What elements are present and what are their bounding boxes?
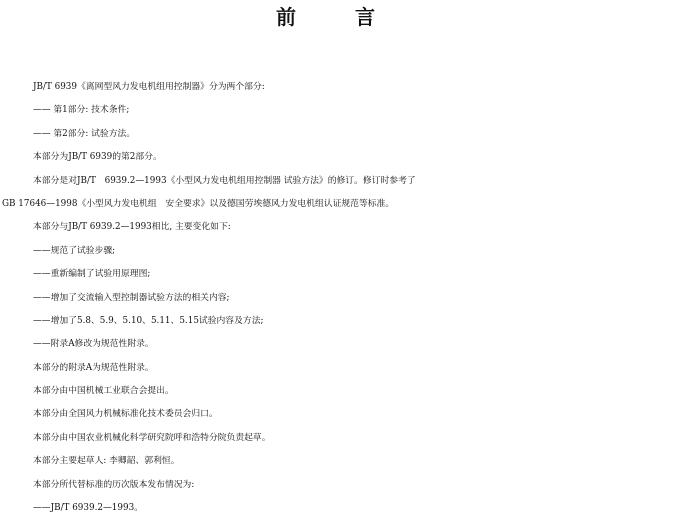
list-item: —— 第2部分: 试验方法。 — [33, 128, 136, 139]
paragraph-line: 本部分是对JB/T 6939.2—1993《小型风力发电机组用控制器 试验方法》的修订。修订时参考了 — [33, 175, 416, 186]
paragraph-line: 本部分所代替标准的历次版本发布情况为: — [33, 479, 195, 490]
list-item: —— 第1部分: 技术条件; — [33, 105, 130, 116]
list-item: ——重新编制了试验用原理图; — [33, 269, 151, 280]
paragraph-line: JB/T 6939《离网型风力发电机组用控制器》分为两个部分: — [33, 82, 265, 92]
paragraph-line: GB 17646—1998《小型风力发电机组 安全要求》以及德国劳埃德风力发电机组认证规范等标准。 — [2, 198, 395, 209]
paragraph-line: 本部分与JB/T 6939.2—1993相比, 主要变化如下: — [33, 222, 231, 233]
document-body — [0, 76, 677, 520]
list-item: ——规范了试验步骤; — [33, 245, 116, 256]
paragraph-line: 本部分主要起草人: 李卿韶、郭利恒。 — [33, 456, 180, 467]
list-item: ——增加了交流输入型控制器试验方法的相关内容; — [33, 292, 230, 303]
list-item: ——增加了5.8、5.9、5.10、5.11、5.15试验内容及方法; — [33, 315, 264, 326]
paragraph-line: 本部分由全国风力机械标准化技术委员会归口。 — [33, 409, 218, 420]
list-item: ——JB/T 6939.2—1993。 — [33, 503, 143, 514]
paragraph-line: 本部分由中国机械工业联合会提出。 — [33, 386, 174, 397]
list-item: ——附录A修改为规范性附录。 — [33, 339, 154, 350]
page-title: 前 言 — [276, 5, 401, 29]
paragraph-line: 本部分由中国农业机械化科学研究院呼和浩特分院负责起草。 — [33, 432, 271, 443]
paragraph-line: 本部分的附录A为规范性附录。 — [33, 362, 154, 373]
paragraph-line: 本部分为JB/T 6939的第2部分。 — [33, 152, 162, 163]
